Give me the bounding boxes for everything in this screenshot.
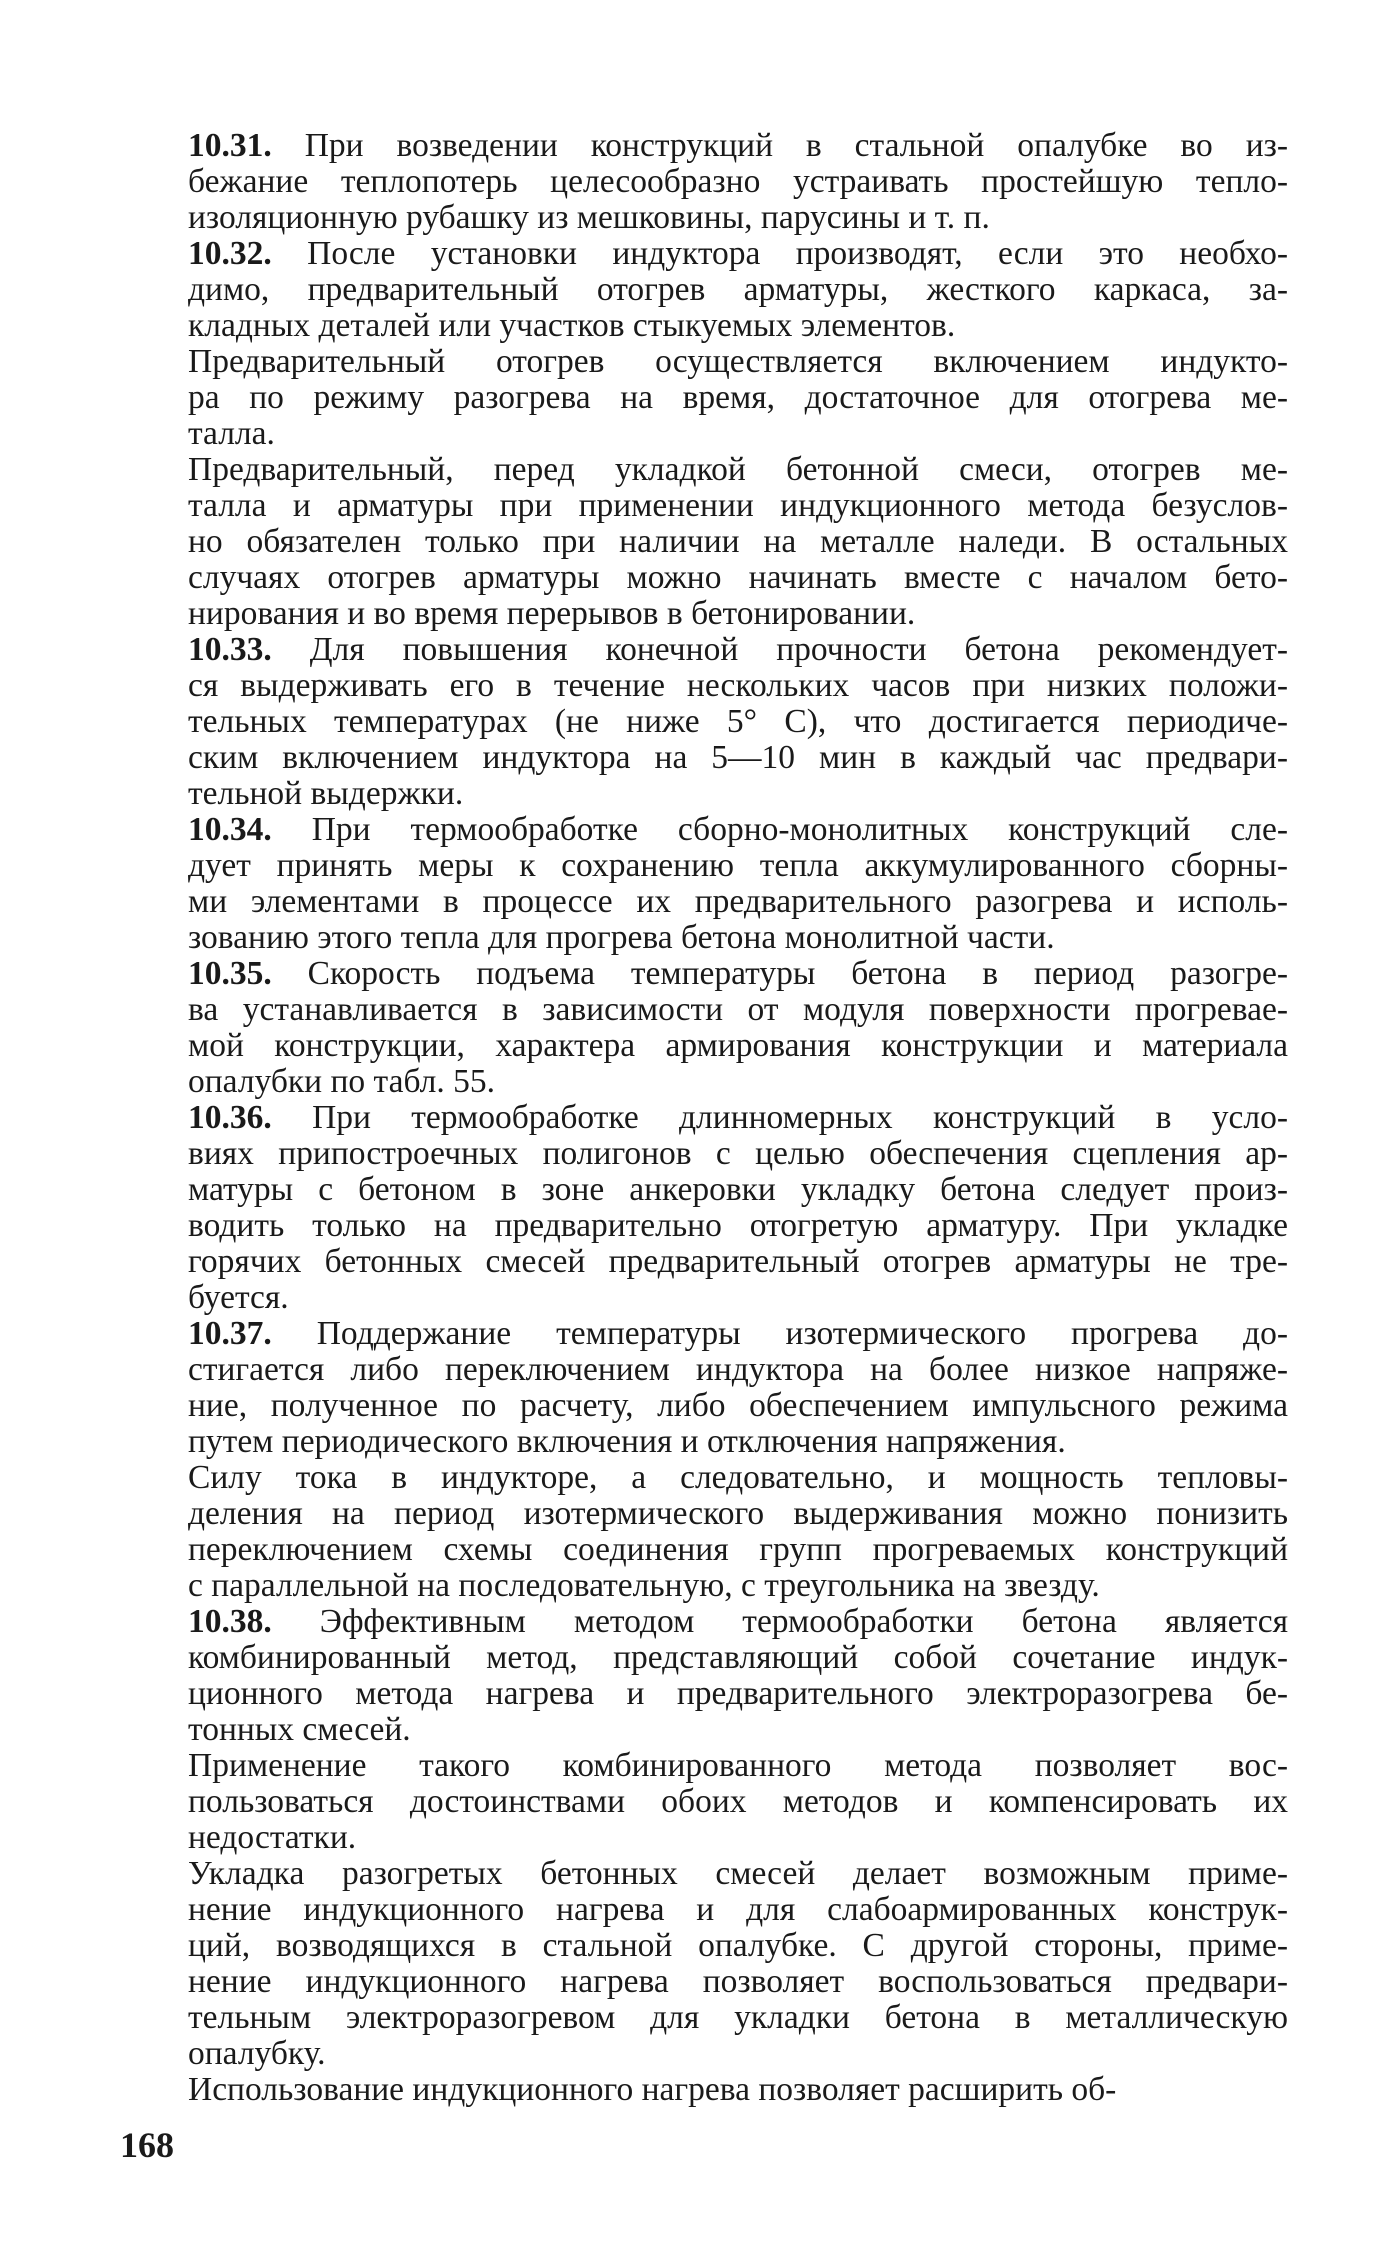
line-text: опалубки по табл. 55.	[188, 1063, 496, 1100]
line-text: Применение такого комбинированного метода позволяет вос-	[188, 1747, 1288, 1784]
line-text: Эффективным методом термообработки бетона является	[319, 1603, 1288, 1640]
line-text: При термообработке сборно-монолитных конструкций сле-	[311, 811, 1289, 848]
line-text: Силу тока в индукторе, а следовательно, и мощность тепловы-	[188, 1459, 1288, 1496]
section-number: 10.31.	[188, 127, 272, 164]
line-text: Для повышения конечной прочности бетона рекомендует-	[309, 631, 1288, 668]
line-text: тельных температурах (не ниже 5° С), что достигается периодиче-	[188, 703, 1288, 740]
text-line	[188, 1748, 1288, 1784]
text-line	[188, 776, 1288, 812]
text-line	[188, 272, 1288, 308]
text-line	[188, 2000, 1288, 2036]
line-text: После установки индуктора производят, если это необхо-	[307, 235, 1289, 272]
line-text: Поддержание температуры изотермического прогрева до-	[316, 1315, 1289, 1352]
line-text: виях припостроечных полигонов с целью обеспечения сцепления ар-	[188, 1135, 1288, 1172]
line-text: матуры с бетоном в зоне анкеровки укладку бетона следует произ-	[188, 1171, 1288, 1208]
line-text: При термообработке длинномерных конструкций в усло-	[312, 1099, 1289, 1136]
line-text: пользоваться достоинствами обоих методов и компенсировать их	[188, 1783, 1288, 1820]
text-line	[188, 704, 1288, 740]
line-text: ми элементами в процессе их предварительного разогрева и исполь-	[188, 883, 1288, 920]
line-text: ва устанавливается в зависимости от модуля поверхности прогревае-	[188, 991, 1288, 1028]
text-line	[188, 884, 1288, 920]
line-text: стигается либо переключением индуктора на более низкое напряже-	[188, 1351, 1288, 1388]
text-line	[188, 1172, 1288, 1208]
text-line	[188, 992, 1288, 1028]
line-text: кладных деталей или участков стыкуемых элементов.	[188, 307, 956, 344]
text-line	[188, 1280, 1288, 1316]
line-text: талла.	[188, 415, 275, 452]
text-line	[188, 1136, 1288, 1172]
text-line	[188, 236, 1288, 272]
line-text: водить только на предварительно отогретую арматуру. При укладке	[188, 1207, 1288, 1244]
text-line	[188, 1316, 1288, 1352]
text-line	[188, 2072, 1288, 2108]
line-text: тельной выдержки.	[188, 775, 464, 812]
text-line	[188, 1424, 1288, 1460]
text-line	[188, 1496, 1288, 1532]
line-text: бежание теплопотерь целесообразно устраивать простейшую тепло-	[188, 163, 1288, 200]
text-line	[188, 1676, 1288, 1712]
text-line	[188, 1964, 1288, 2000]
line-text: При возведении конструкций в стальной опалубке во из-	[304, 127, 1289, 164]
paragraph	[188, 1100, 1288, 1316]
text-line	[188, 956, 1288, 992]
page-body	[188, 128, 1288, 2108]
line-text: нирования и во время перерывов в бетонировании.	[188, 595, 916, 632]
text-line	[188, 308, 1288, 344]
text-line	[188, 740, 1288, 776]
text-line	[188, 164, 1288, 200]
section-number: 10.33.	[188, 631, 272, 668]
text-line	[188, 1208, 1288, 1244]
paragraph	[188, 1856, 1288, 2072]
paragraph	[188, 236, 1288, 344]
line-text: комбинированный метод, представляющий собой сочетание индук-	[188, 1639, 1288, 1676]
text-line	[188, 920, 1288, 956]
text-line	[188, 1064, 1288, 1100]
page-number: 168	[120, 2125, 174, 2165]
text-line	[188, 1532, 1288, 1568]
text-line	[188, 668, 1288, 704]
text-line	[188, 1028, 1288, 1064]
line-text: ским включением индуктора на 5—10 мин в каждый час предвари-	[188, 739, 1288, 776]
line-text: дует принять меры к сохранению тепла аккумулированного сборны-	[188, 847, 1288, 884]
paragraph	[188, 1604, 1288, 1748]
section-number: 10.36.	[188, 1099, 272, 1136]
text-line	[188, 1928, 1288, 1964]
line-text: ние, полученное по расчету, либо обеспечением импульсного режима	[188, 1387, 1288, 1424]
line-text: опалубку.	[188, 2035, 326, 2072]
line-text: Предварительный, перед укладкой бетонной смеси, отогрев ме-	[188, 451, 1288, 488]
text-line	[188, 812, 1288, 848]
text-line	[188, 1100, 1288, 1136]
text-line	[188, 848, 1288, 884]
text-line	[188, 416, 1288, 452]
paragraph	[188, 1748, 1288, 1856]
text-line	[188, 1640, 1288, 1676]
line-text: случаях отогрев арматуры можно начинать вместе с началом бето-	[188, 559, 1288, 596]
paragraph	[188, 632, 1288, 812]
text-line	[188, 200, 1288, 236]
section-number: 10.37.	[188, 1315, 272, 1352]
text-line	[188, 596, 1288, 632]
text-line	[188, 632, 1288, 668]
text-line	[188, 1352, 1288, 1388]
line-text: Предварительный отогрев осуществляется включением индукто-	[188, 343, 1288, 380]
line-text: ций, возводящихся в стальной опалубке. С другой стороны, приме-	[188, 1927, 1288, 1964]
section-number: 10.35.	[188, 955, 272, 992]
paragraph	[188, 452, 1288, 632]
text-line	[188, 344, 1288, 380]
text-line	[188, 524, 1288, 560]
line-text: ра по режиму разогрева на время, достаточное для отогрева ме-	[188, 379, 1288, 416]
text-line	[188, 1460, 1288, 1496]
line-text: деления на период изотермического выдерживания можно понизить	[188, 1495, 1288, 1532]
line-text: переключением схемы соединения групп прогреваемых конструкций	[188, 1531, 1288, 1568]
text-line	[188, 1244, 1288, 1280]
paragraph	[188, 128, 1288, 236]
line-text: зованию этого тепла для прогрева бетона монолитной части.	[188, 919, 1055, 956]
text-line	[188, 488, 1288, 524]
paragraph	[188, 956, 1288, 1100]
line-text: горячих бетонных смесей предварительный отогрев арматуры не тре-	[188, 1243, 1288, 1280]
line-text: нение индукционного нагрева и для слабоармированных конструк-	[188, 1891, 1288, 1928]
text-line	[188, 1712, 1288, 1748]
line-text: но обязателен только при наличии на металле наледи. В остальных	[188, 523, 1288, 560]
text-line	[188, 1820, 1288, 1856]
text-line	[188, 452, 1288, 488]
line-text: нение индукционного нагрева позволяет воспользоваться предвари-	[188, 1963, 1288, 2000]
section-number: 10.38.	[188, 1603, 272, 1640]
text-line	[188, 380, 1288, 416]
line-text: путем периодического включения и отключения напряжения.	[188, 1423, 1066, 1460]
line-text: изоляционную рубашку из мешковины, парусины и т. п.	[188, 199, 990, 236]
line-text: мой конструкции, характера армирования конструкции и материала	[188, 1027, 1288, 1064]
text-line	[188, 1892, 1288, 1928]
text-line	[188, 128, 1288, 164]
paragraph	[188, 2072, 1288, 2108]
text-line	[188, 1568, 1288, 1604]
paragraph	[188, 344, 1288, 452]
text-line	[188, 2036, 1288, 2072]
line-text: ционного метода нагрева и предварительного электроразогрева бе-	[188, 1675, 1288, 1712]
section-number: 10.32.	[188, 235, 272, 272]
paragraph	[188, 812, 1288, 956]
line-text: тонных смесей.	[188, 1711, 411, 1748]
line-text: с параллельной на последовательную, с треугольника на звезду.	[188, 1567, 1100, 1604]
line-text: буется.	[188, 1279, 289, 1316]
text-line	[188, 1856, 1288, 1892]
paragraph	[188, 1316, 1288, 1460]
text-line	[188, 1604, 1288, 1640]
line-text: Укладка разогретых бетонных смесей делает возможным приме-	[188, 1855, 1288, 1892]
text-line	[188, 1784, 1288, 1820]
section-number: 10.34.	[188, 811, 272, 848]
line-text: талла и арматуры при применении индукционного метода безуслов-	[188, 487, 1288, 524]
text-line	[188, 560, 1288, 596]
paragraph	[188, 1460, 1288, 1604]
line-text: тельным электроразогревом для укладки бетона в металлическую	[188, 1999, 1288, 2036]
line-text: недостатки.	[188, 1819, 357, 1856]
text-line	[188, 1388, 1288, 1424]
line-text: ся выдерживать его в течение нескольких часов при низких положи-	[188, 667, 1288, 704]
line-text: Скорость подъема температуры бетона в период разогре-	[307, 955, 1288, 992]
line-text: димо, предварительный отогрев арматуры, жесткого каркаса, за-	[188, 271, 1288, 308]
line-text: Использование индукционного нагрева позволяет расширить об-	[188, 2071, 1117, 2108]
